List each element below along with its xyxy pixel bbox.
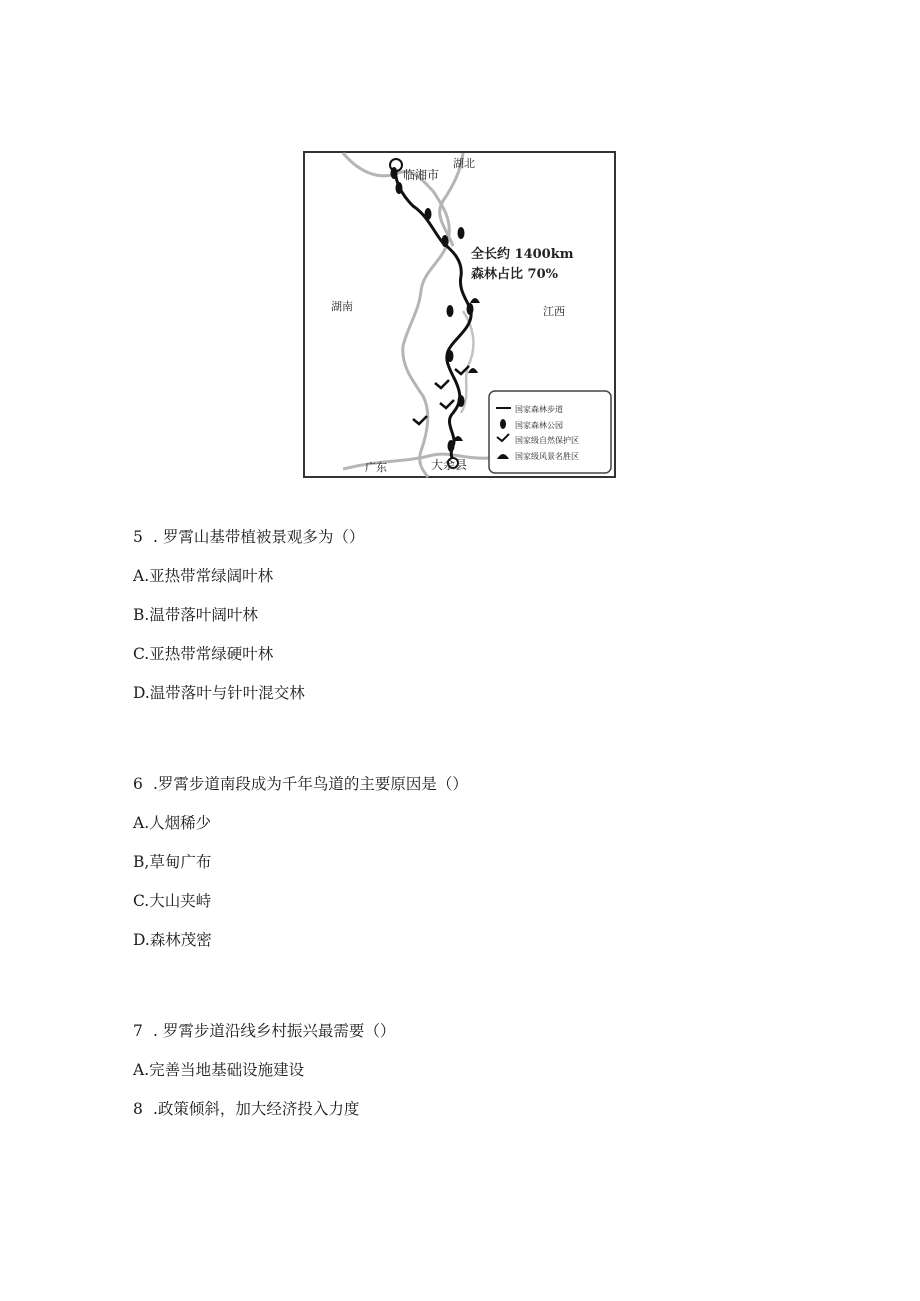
- question-6-option-d[interactable]: D.森林茂密: [133, 931, 212, 949]
- question-5-stem: [133, 527, 364, 547]
- legend-label-scenic-area: 国家级风景名胜区: [515, 452, 579, 461]
- region-label-guangdong: 广东: [365, 461, 387, 474]
- question-text: .政策倾斜，加大经济投入力度: [153, 1100, 360, 1118]
- city-label-end: 大余县: [431, 458, 468, 472]
- question-5-option-d[interactable]: D.温带落叶与针叶混交林: [133, 684, 305, 702]
- question-number: 7: [133, 1022, 143, 1040]
- question-number: 6: [133, 775, 143, 793]
- question-6-option-c[interactable]: C.大山夹峙: [133, 892, 212, 910]
- trail-map-svg: [303, 151, 616, 478]
- trail-map: [303, 151, 616, 478]
- map-legend: [489, 391, 611, 473]
- question-8-stem: [133, 1099, 359, 1119]
- region-label-hunan: 湖南: [331, 300, 353, 313]
- question-6-option-a[interactable]: A.人烟稀少: [133, 814, 212, 832]
- question-number: 5: [133, 528, 143, 546]
- region-label-jiangxi: 江西: [543, 305, 565, 318]
- legend-label-trail: 国家森林步道: [515, 405, 563, 414]
- question-number: 8: [133, 1100, 143, 1118]
- question-text: . 罗霄山基带植被景观多为（）: [153, 528, 365, 546]
- forest-park-icon: [500, 419, 506, 429]
- legend-label-forest-park: 国家森林公园: [515, 421, 563, 430]
- question-7-stem: [133, 1021, 395, 1041]
- question-text: . 罗霄步道沿线乡村振兴最需要（）: [153, 1022, 396, 1040]
- question-text: .罗霄步道南段成为千年鸟道的主要原因是（）: [153, 775, 468, 793]
- question-6-stem: [133, 774, 468, 794]
- legend-label-nature-reserve: 国家级自然保护区: [515, 436, 579, 445]
- stat-length: 全长约 1400km: [471, 247, 574, 262]
- question-5-option-b[interactable]: B.温带落叶阔叶林: [133, 606, 258, 624]
- stat-forest: 森林占比 70%: [471, 267, 558, 282]
- city-label-start: 临湘市: [403, 168, 440, 182]
- question-5-option-a[interactable]: A.亚热带常绿阔叶林: [133, 567, 274, 585]
- question-7-option-a[interactable]: A.完善当地基础设施建设: [133, 1061, 305, 1079]
- question-6-option-b[interactable]: B,草甸广布: [133, 853, 212, 871]
- region-label-hubei: 湖北: [453, 157, 475, 170]
- question-5-option-c[interactable]: C.亚热带常绿硬叶林: [133, 645, 274, 663]
